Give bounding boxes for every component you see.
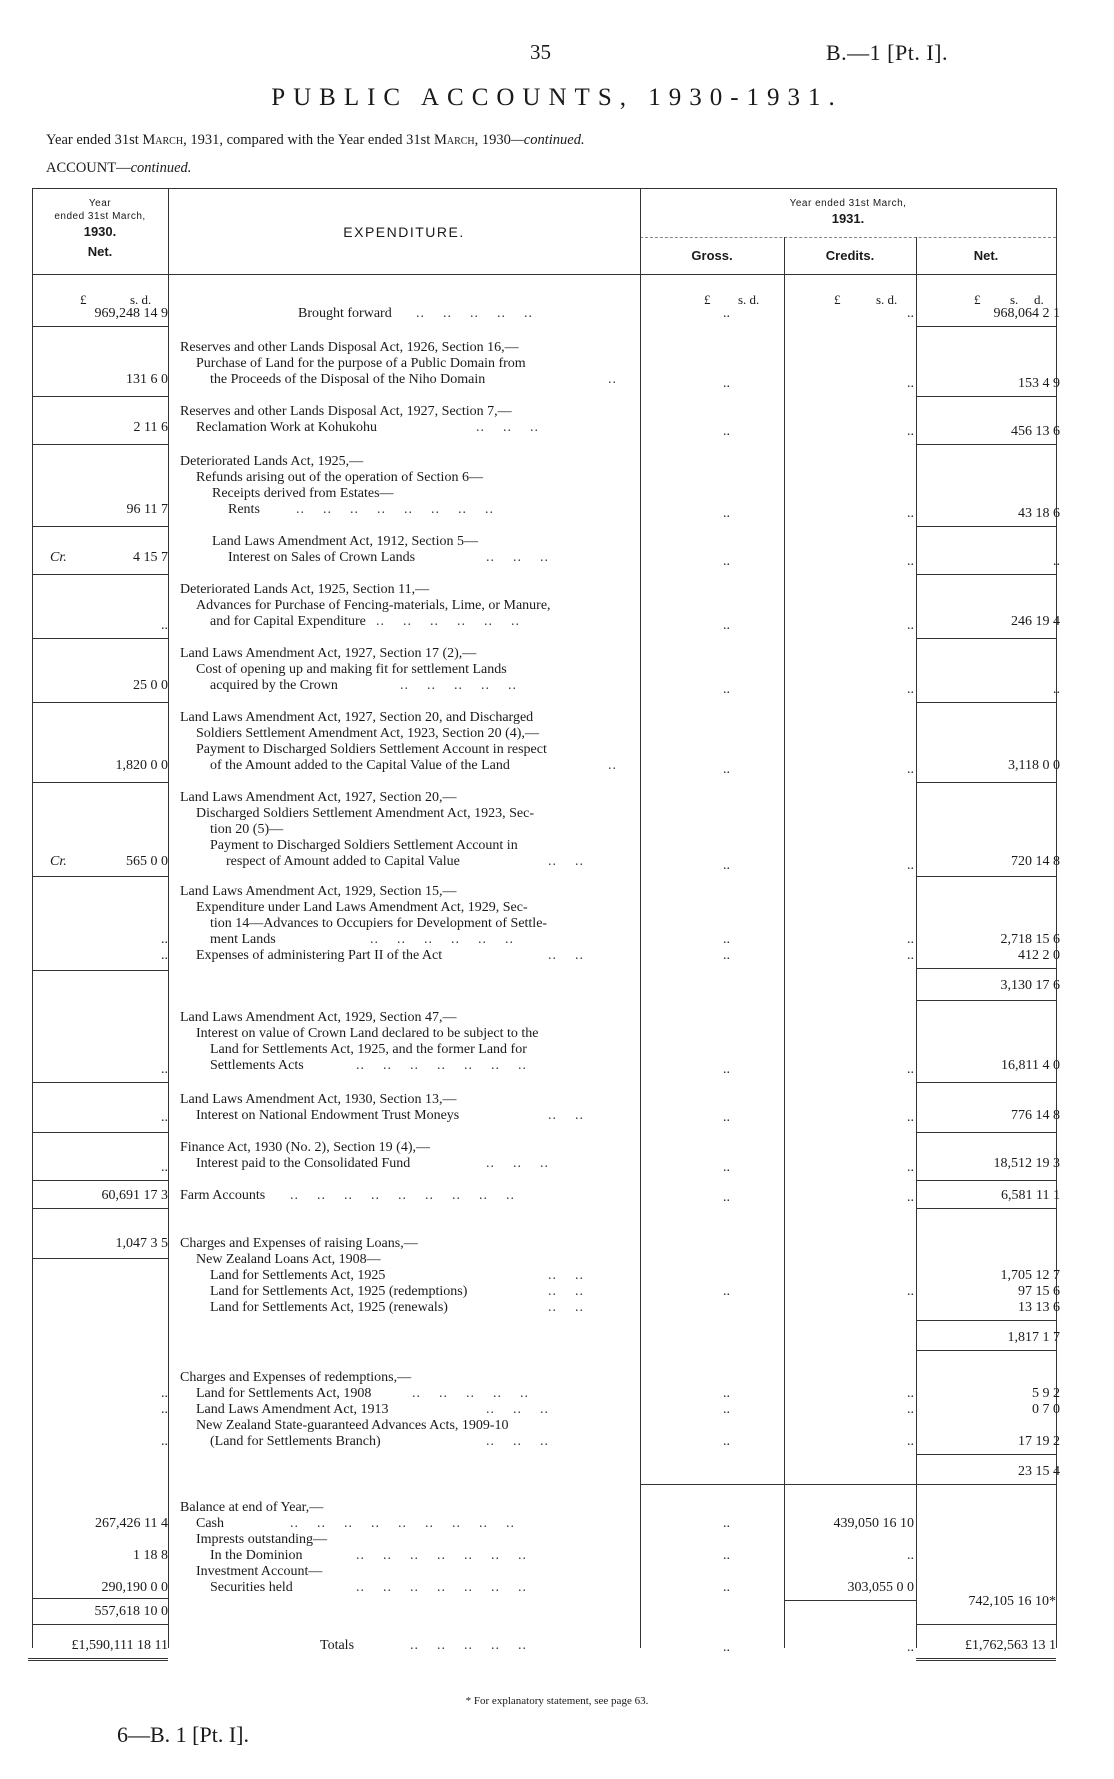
row-act: Finance Act, 1930 (No. 2), Section 19 (4),—	[180, 1140, 431, 1155]
row-line: Purchase of Land for the purpose of a Public Domain from	[196, 356, 526, 371]
row-line: Receipts derived from Estates—	[212, 486, 394, 501]
row-description: Farm Accounts	[180, 1188, 266, 1203]
prev-year-total: £1,590,111 18 11	[71, 1638, 168, 1653]
net-d-label: d.	[1034, 292, 1044, 307]
prev-year-value: 25 0 0	[133, 678, 168, 693]
credits-value: ..	[907, 1062, 914, 1077]
left-border	[32, 188, 33, 1648]
credits-value: ..	[907, 1402, 914, 1417]
table-top-rule	[32, 188, 1056, 189]
row-act: Land Laws Amendment Act, 1927, Section 20,—	[180, 790, 457, 805]
row-description: Reclamation Work at Kohukohu	[196, 420, 377, 435]
credits-value: ..	[907, 762, 914, 777]
credits-pound-symbol: £	[834, 292, 841, 307]
prev-year-value: ..	[161, 618, 168, 633]
credits-value: ..	[907, 1386, 914, 1401]
gross-value: ..	[723, 1284, 730, 1299]
header-bottom-rule	[32, 274, 1056, 275]
credits-header: Credits.	[825, 248, 875, 263]
prev-year-value: ..	[161, 948, 168, 963]
expenditure-header: EXPENDITURE.	[343, 224, 465, 240]
prev-year-value: 267,426 11 4	[95, 1516, 168, 1531]
prev-year-value: ..	[161, 1402, 168, 1417]
totals-label: Totals	[320, 1638, 355, 1653]
prev-year-value: ..	[161, 1434, 168, 1449]
row-description: Interest paid to the Consolidated Fund	[196, 1156, 411, 1171]
gross-value: ..	[723, 1434, 730, 1449]
row-description: Rents	[228, 502, 260, 517]
page-title: PUBLIC ACCOUNTS, 1930-1931.	[271, 84, 843, 111]
credits-value: ..	[907, 1434, 914, 1449]
credits-sd-label: s. d.	[876, 292, 898, 307]
gross-value: ..	[723, 948, 730, 963]
prev-year-header-l1: Year	[88, 198, 112, 209]
prev-year-value: ..	[161, 1062, 168, 1077]
row-description: Land for Settlements Act, 1925	[210, 1268, 386, 1283]
net-value: 742,105 16 10*	[968, 1594, 1056, 1609]
row-line: Refunds arising out of the operation of Section 6—	[196, 470, 483, 485]
row-act: Balance at end of Year,—	[180, 1500, 324, 1515]
row-description: Brought forward	[298, 306, 392, 321]
row-act: Charges and Expenses of raising Loans,—	[180, 1236, 418, 1251]
credits-value: ..	[907, 424, 914, 439]
row-description: (Land for Settlements Branch)	[210, 1434, 381, 1449]
row-line: Interest on value of Crown Land declared to be subject to the	[196, 1026, 539, 1041]
prev-year-value: ..	[161, 1160, 168, 1175]
row-act: Deteriorated Lands Act, 1925,—	[180, 454, 364, 469]
net-value: ..	[1053, 554, 1060, 569]
net-value: 2,718 15 6	[1000, 932, 1060, 947]
page-subtitle: Year ended 31st March, 1931, compared with the Year ended 31st March, 1930—continued.	[46, 132, 585, 148]
row-description: In the Dominion	[210, 1548, 303, 1563]
gross-value: ..	[723, 932, 730, 947]
current-year-header-l2: 1931.	[831, 211, 865, 226]
gross-value: ..	[723, 1160, 730, 1175]
net-header: Net.	[973, 248, 999, 263]
gross-value: ..	[723, 1402, 730, 1417]
right-border	[1056, 188, 1057, 1648]
row-description: Land Laws Amendment Act, 1913	[196, 1402, 389, 1417]
gross-value: ..	[723, 858, 730, 873]
gross-value: ..	[723, 306, 730, 321]
prev-pound-symbol: £	[80, 292, 87, 307]
net-value: 16,811 4 0	[1001, 1058, 1060, 1073]
net-total: £1,762,563 13 1	[965, 1638, 1056, 1653]
document-reference: B.—1 [Pt. I].	[826, 40, 948, 65]
row-line: Cost of opening up and making fit for settlement Lands	[196, 662, 507, 677]
prev-year-value: ..	[161, 1386, 168, 1401]
year-header-rule	[640, 237, 1056, 238]
net-value: 3,118 0 0	[1008, 758, 1060, 773]
credits-column-rule	[916, 237, 917, 1648]
prev-year-header-l3: 1930.	[83, 224, 117, 239]
gross-value: ..	[723, 682, 730, 697]
credit-marker: Cr.	[50, 550, 67, 565]
net-value: ..	[1053, 682, 1060, 697]
credits-value: ..	[907, 682, 914, 697]
prev-year-value: 96 11 7	[126, 502, 168, 517]
credits-value: ..	[907, 948, 914, 963]
row-act: Land Laws Amendment Act, 1912, Section 5—	[212, 534, 478, 549]
row-act: Deteriorated Lands Act, 1925, Section 11,—	[180, 582, 430, 597]
row-act: Land Laws Amendment Act, 1927, Section 20, and Discharged	[180, 710, 534, 725]
net-value: 246 19 4	[1011, 614, 1060, 629]
credits-total: ..	[907, 1640, 914, 1655]
net-value: 0 7 0	[1032, 1402, 1060, 1417]
gross-pound-symbol: £	[704, 292, 711, 307]
gross-total: ..	[723, 1640, 730, 1655]
credits-value: ..	[907, 554, 914, 569]
credits-value: ..	[907, 858, 914, 873]
gross-value: ..	[723, 762, 730, 777]
row-description: and for Capital Expenditure	[210, 614, 366, 629]
account-label: ACCOUNT—continued.	[46, 160, 192, 176]
gross-value: ..	[723, 1190, 730, 1205]
row-line: tion 14—Advances to Occupiers for Development of Settle-	[210, 916, 548, 931]
prev-year-value: 60,691 17 3	[101, 1188, 168, 1203]
row-line: Imprests outstanding—	[196, 1532, 328, 1547]
net-value: 412 2 0	[1018, 948, 1060, 963]
expenditure-column-rule	[640, 188, 641, 1648]
gross-value: ..	[723, 1062, 730, 1077]
row-description: of the Amount added to the Capital Value of the Land	[210, 758, 510, 773]
credits-value: 439,050 16 10	[833, 1516, 914, 1531]
net-value: 776 14 8	[1011, 1108, 1060, 1123]
net-value: 97 15 6	[1018, 1284, 1060, 1299]
page-number: 35	[530, 40, 551, 64]
gross-value: ..	[723, 1548, 730, 1563]
prev-year-value: ..	[161, 1110, 168, 1125]
row-description: Expenses of administering Part II of the Act	[196, 948, 443, 963]
row-act: Land Laws Amendment Act, 1929, Section 47,—	[180, 1010, 457, 1025]
net-value: 720 14 8	[1011, 854, 1060, 869]
prev-year-header-net: Net.	[87, 244, 113, 259]
net-value: 153 4 9	[1018, 376, 1060, 391]
prev-year-value: ..	[161, 932, 168, 947]
prev-year-value: 2 11 6	[133, 420, 168, 435]
gross-sd-label: s. d.	[738, 292, 760, 307]
row-description: Cash	[196, 1516, 224, 1531]
credits-value: ..	[907, 506, 914, 521]
prev-year-value: 4 15 7	[133, 550, 168, 565]
prev-year-value: 1,820 0 0	[115, 758, 168, 773]
row-act: Land Laws Amendment Act, 1930, Section 13,—	[180, 1092, 457, 1107]
net-value: 6,581 11 1	[1001, 1188, 1060, 1203]
credits-value: ..	[907, 376, 914, 391]
row-description: Settlements Acts	[210, 1058, 304, 1073]
net-subtotal: 3,130 17 6	[1000, 978, 1060, 993]
row-line: Advances for Purchase of Fencing-materials, Lime, or Manure,	[196, 598, 551, 613]
row-line: Land for Settlements Act, 1925, and the former Land for	[210, 1042, 527, 1057]
gross-value: ..	[723, 506, 730, 521]
prev-year-value: 1,047 3 5	[115, 1236, 168, 1251]
row-description: Land for Settlements Act, 1908	[196, 1386, 372, 1401]
net-subtotal: 1,817 1 7	[1007, 1330, 1060, 1345]
row-description: acquired by the Crown	[210, 678, 338, 693]
net-value: 968,064 2 1	[993, 306, 1060, 321]
prev-year-value: 1 18 8	[133, 1548, 168, 1563]
row-act: Charges and Expenses of redemptions,—	[180, 1370, 412, 1385]
prev-sd-label: s. d.	[130, 292, 152, 307]
row-description: Interest on National Endowment Trust Moneys	[196, 1108, 460, 1123]
prev-year-value: 290,190 0 0	[101, 1580, 168, 1595]
gross-value: ..	[723, 1110, 730, 1125]
net-value: 17 19 2	[1018, 1434, 1060, 1449]
row-description: Land for Settlements Act, 1925 (renewals)	[210, 1300, 448, 1315]
credits-value: ..	[907, 1110, 914, 1125]
net-value: 18,512 19 3	[993, 1156, 1060, 1171]
row-description: Land for Settlements Act, 1925 (redemptions)	[210, 1284, 468, 1299]
net-subtotal: 23 15 4	[1018, 1464, 1060, 1479]
net-value: 1,705 12 7	[1000, 1268, 1060, 1283]
row-act: Land Laws Amendment Act, 1929, Section 15,—	[180, 884, 457, 899]
prev-year-value: 969,248 14 9	[94, 306, 168, 321]
row-act: Land Laws Amendment Act, 1927, Section 17 (2),—	[180, 646, 477, 661]
row-line: Soldiers Settlement Amendment Act, 1923, Section 20 (4),—	[196, 726, 539, 741]
credits-value: ..	[907, 1284, 914, 1299]
credits-value: ..	[907, 1548, 914, 1563]
row-line: New Zealand Loans Act, 1908—	[196, 1252, 381, 1267]
gross-value: ..	[723, 1516, 730, 1531]
row-description: Securities held	[210, 1580, 293, 1595]
net-value: 13 13 6	[1018, 1300, 1060, 1315]
gross-header: Gross.	[691, 248, 733, 263]
credits-value: ..	[907, 306, 914, 321]
prev-year-value: 131 6 0	[126, 372, 168, 387]
gross-value: ..	[723, 1386, 730, 1401]
row-description: New Zealand State-guaranteed Advances Acts, 1909-10	[196, 1418, 509, 1433]
row-line: Discharged Soldiers Settlement Amendment Act, 1923, Sec-	[196, 806, 535, 821]
credits-value: 303,055 0 0	[847, 1580, 914, 1595]
credits-value: ..	[907, 618, 914, 633]
credit-marker: Cr.	[50, 854, 67, 869]
net-s-label: s.	[1010, 292, 1019, 307]
net-value: 456 13 6	[1011, 424, 1060, 439]
credits-value: ..	[907, 1160, 914, 1175]
net-value: 43 18 6	[1018, 506, 1060, 521]
row-line: tion 20 (5)—	[210, 822, 284, 837]
prev-year-column-rule	[168, 188, 169, 1648]
prev-year-header-l2: ended 31st March,	[54, 211, 146, 222]
row-description: ment Lands	[210, 932, 276, 947]
row-description: the Proceeds of the Disposal of the Niho Domain	[210, 372, 486, 387]
row-line: Payment to Discharged Soldiers Settlement Account in	[210, 838, 518, 853]
row-description: respect of Amount added to Capital Value	[226, 854, 460, 869]
net-pound-symbol: £	[974, 292, 981, 307]
gross-value: ..	[723, 618, 730, 633]
footnote: * For explanatory statement, see page 63.	[465, 1695, 649, 1707]
row-line: Investment Account—	[196, 1564, 323, 1579]
footer-reference: 6—B. 1 [Pt. I].	[117, 1722, 249, 1747]
row-description: Interest on Sales of Crown Lands	[228, 550, 416, 565]
row-line: Payment to Discharged Soldiers Settlement Account in respect	[196, 742, 547, 757]
row-act: Reserves and other Lands Disposal Act, 1926, Section 16,—	[180, 340, 519, 355]
row-line: Expenditure under Land Laws Amendment Act, 1929, Sec-	[196, 900, 528, 915]
gross-value: ..	[723, 554, 730, 569]
net-value: 5 9 2	[1032, 1386, 1060, 1401]
gross-value: ..	[723, 424, 730, 439]
gross-value: ..	[723, 376, 730, 391]
credits-value: ..	[907, 1190, 914, 1205]
credits-value: ..	[907, 932, 914, 947]
row-act: Reserves and other Lands Disposal Act, 1927, Section 7,—	[180, 404, 512, 419]
prev-year-subtotal: 557,618 10 0	[94, 1604, 168, 1619]
prev-year-value: 565 0 0	[126, 854, 168, 869]
current-year-header-l1: Year ended 31st March,	[789, 198, 907, 209]
gross-value: ..	[723, 1580, 730, 1595]
